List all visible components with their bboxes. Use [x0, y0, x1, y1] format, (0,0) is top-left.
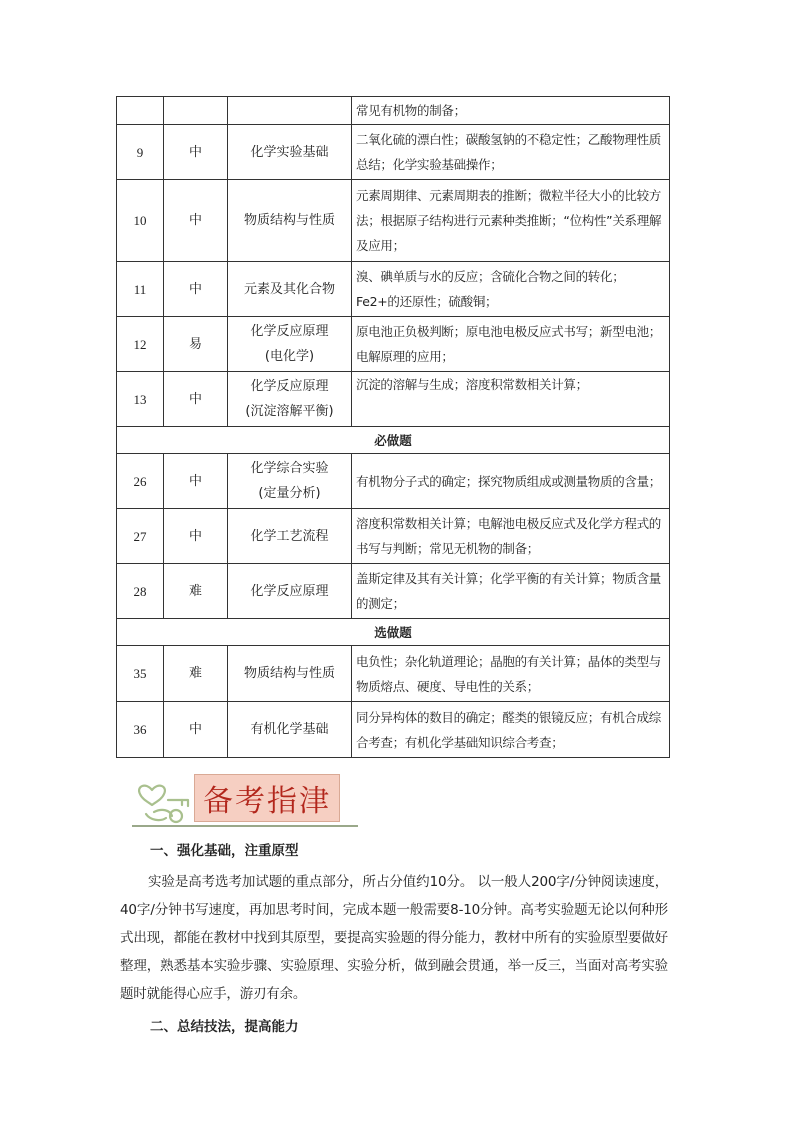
question-number-cell: 12: [117, 317, 164, 372]
difficulty-cell: 中: [164, 509, 228, 564]
knowledge-points-cell: 常见有机物的制备；: [352, 97, 670, 125]
banner-title: 备考指津: [203, 784, 331, 819]
table-row: [117, 262, 670, 317]
topic-line: 化学反应原理: [250, 324, 329, 339]
difficulty-cell: [164, 97, 228, 125]
question-number-cell: 13: [117, 372, 164, 427]
section-row-optional: [117, 619, 670, 646]
question-number-cell: 9: [117, 125, 164, 180]
section-1-heading: 一、强化基础，注重原型: [150, 843, 299, 859]
topic-cell: [228, 97, 352, 125]
table-row: [117, 97, 670, 125]
difficulty-cell: 中: [164, 702, 228, 758]
question-number-cell: 10: [117, 180, 164, 262]
topic-cell: 物质结构与性质: [228, 180, 352, 262]
knowledge-points-cell: 盖斯定律及其有关计算；化学平衡的有关计算；物质含量的测定；: [352, 564, 670, 619]
question-number-cell: [117, 97, 164, 125]
topic-subline: (电化学): [264, 349, 315, 364]
topic-cell: [228, 317, 352, 372]
knowledge-points-cell: 元素周期律、元素周期表的推断；微粒半径大小的比较方法；根据原子结构进行元素种类推断；“位构性”关系理解及应用；: [352, 180, 670, 262]
table-row: [117, 454, 670, 509]
table-row: [117, 702, 670, 758]
difficulty-cell: 中: [164, 262, 228, 317]
topic-cell: 化学实验基础: [228, 125, 352, 180]
topic-line: 化学反应原理: [250, 379, 329, 394]
question-number-cell: 36: [117, 702, 164, 758]
knowledge-points-cell: 同分异构体的数目的确定；醛类的银镜反应；有机合成综合考查；有机化学基础知识综合考查；: [352, 702, 670, 758]
topic-cell: [228, 454, 352, 509]
table-row: [117, 125, 670, 180]
topic-cell: 元素及其化合物: [228, 262, 352, 317]
topic-cell: [228, 372, 352, 427]
question-number-cell: 35: [117, 646, 164, 702]
section-banner: [132, 768, 358, 828]
knowledge-points-cell: 沉淀的溶解与生成；溶度积常数相关计算；: [352, 372, 670, 427]
difficulty-cell: 难: [164, 564, 228, 619]
difficulty-cell: 难: [164, 646, 228, 702]
table-row: [117, 646, 670, 702]
table-row: [117, 509, 670, 564]
section-row-required: [117, 427, 670, 454]
question-number-cell: 26: [117, 454, 164, 509]
knowledge-points-cell: 溶度积常数相关计算；电解池电极反应式及化学方程式的书写与判断；常见无机物的制备；: [352, 509, 670, 564]
section-label: 选做题: [117, 619, 670, 646]
table-row: [117, 564, 670, 619]
section-2-heading: 二、总结技法，提高能力: [150, 1019, 299, 1035]
topic-subline: (沉淀溶解平衡): [245, 404, 334, 419]
question-number-cell: 27: [117, 509, 164, 564]
exam-analysis-table: [116, 96, 670, 758]
guide-content: [120, 838, 668, 1040]
knowledge-points-cell: 原电池正负极判断；原电池电极反应式书写；新型电池；电解原理的应用；: [352, 317, 670, 372]
knowledge-points-cell: 二氧化硫的漂白性；碳酸氢钠的不稳定性；乙酸物理性质总结；化学实验基础操作；: [352, 125, 670, 180]
knowledge-points-cell: 有机物分子式的确定；探究物质组成或测量物质的含量；: [352, 454, 670, 509]
topic-cell: 化学工艺流程: [228, 509, 352, 564]
difficulty-cell: 中: [164, 372, 228, 427]
topic-line: 化学综合实验: [250, 461, 329, 476]
difficulty-cell: 中: [164, 180, 228, 262]
section-label: 必做题: [117, 427, 670, 454]
table-row: [117, 372, 670, 427]
topic-cell: 物质结构与性质: [228, 646, 352, 702]
difficulty-cell: 中: [164, 125, 228, 180]
knowledge-points-cell: 电负性；杂化轨道理论；晶胞的有关计算；晶体的类型与物质熔点、硬度、导电性的关系；: [352, 646, 670, 702]
section-1-paragraph: 实验是高考选考加试题的重点部分，所占分值约10分。 以一般人200字/分钟阅读速度，40字/分钟书写速度，再加思考时间，完成本题一般需要8-10分钟。高考实验题无论以何种形式出现，都能在教材中找到其原型，要提高实验题的得分能力，教材中所有的实验原型要做好整理，熟悉基本实验步骤、实验原理、实验分析，做到融会贯通，举一反三，当面对高考实验题时就能得心应手，游刃有余。: [120, 874, 668, 1002]
table-row: [117, 317, 670, 372]
knowledge-points-cell: 溴、碘单质与水的反应；含硫化合物之间的转化；Fe2+的还原性；硫酸铜；: [352, 262, 670, 317]
banner-underline: [132, 825, 358, 827]
heart-key-decoration-icon: [132, 770, 198, 826]
question-number-cell: 11: [117, 262, 164, 317]
topic-cell: 化学反应原理: [228, 564, 352, 619]
topic-subline: (定量分析): [258, 486, 321, 501]
table-row: [117, 180, 670, 262]
difficulty-cell: 易: [164, 317, 228, 372]
difficulty-cell: 中: [164, 454, 228, 509]
question-number-cell: 28: [117, 564, 164, 619]
banner-title-box: [194, 774, 340, 822]
topic-cell: 有机化学基础: [228, 702, 352, 758]
